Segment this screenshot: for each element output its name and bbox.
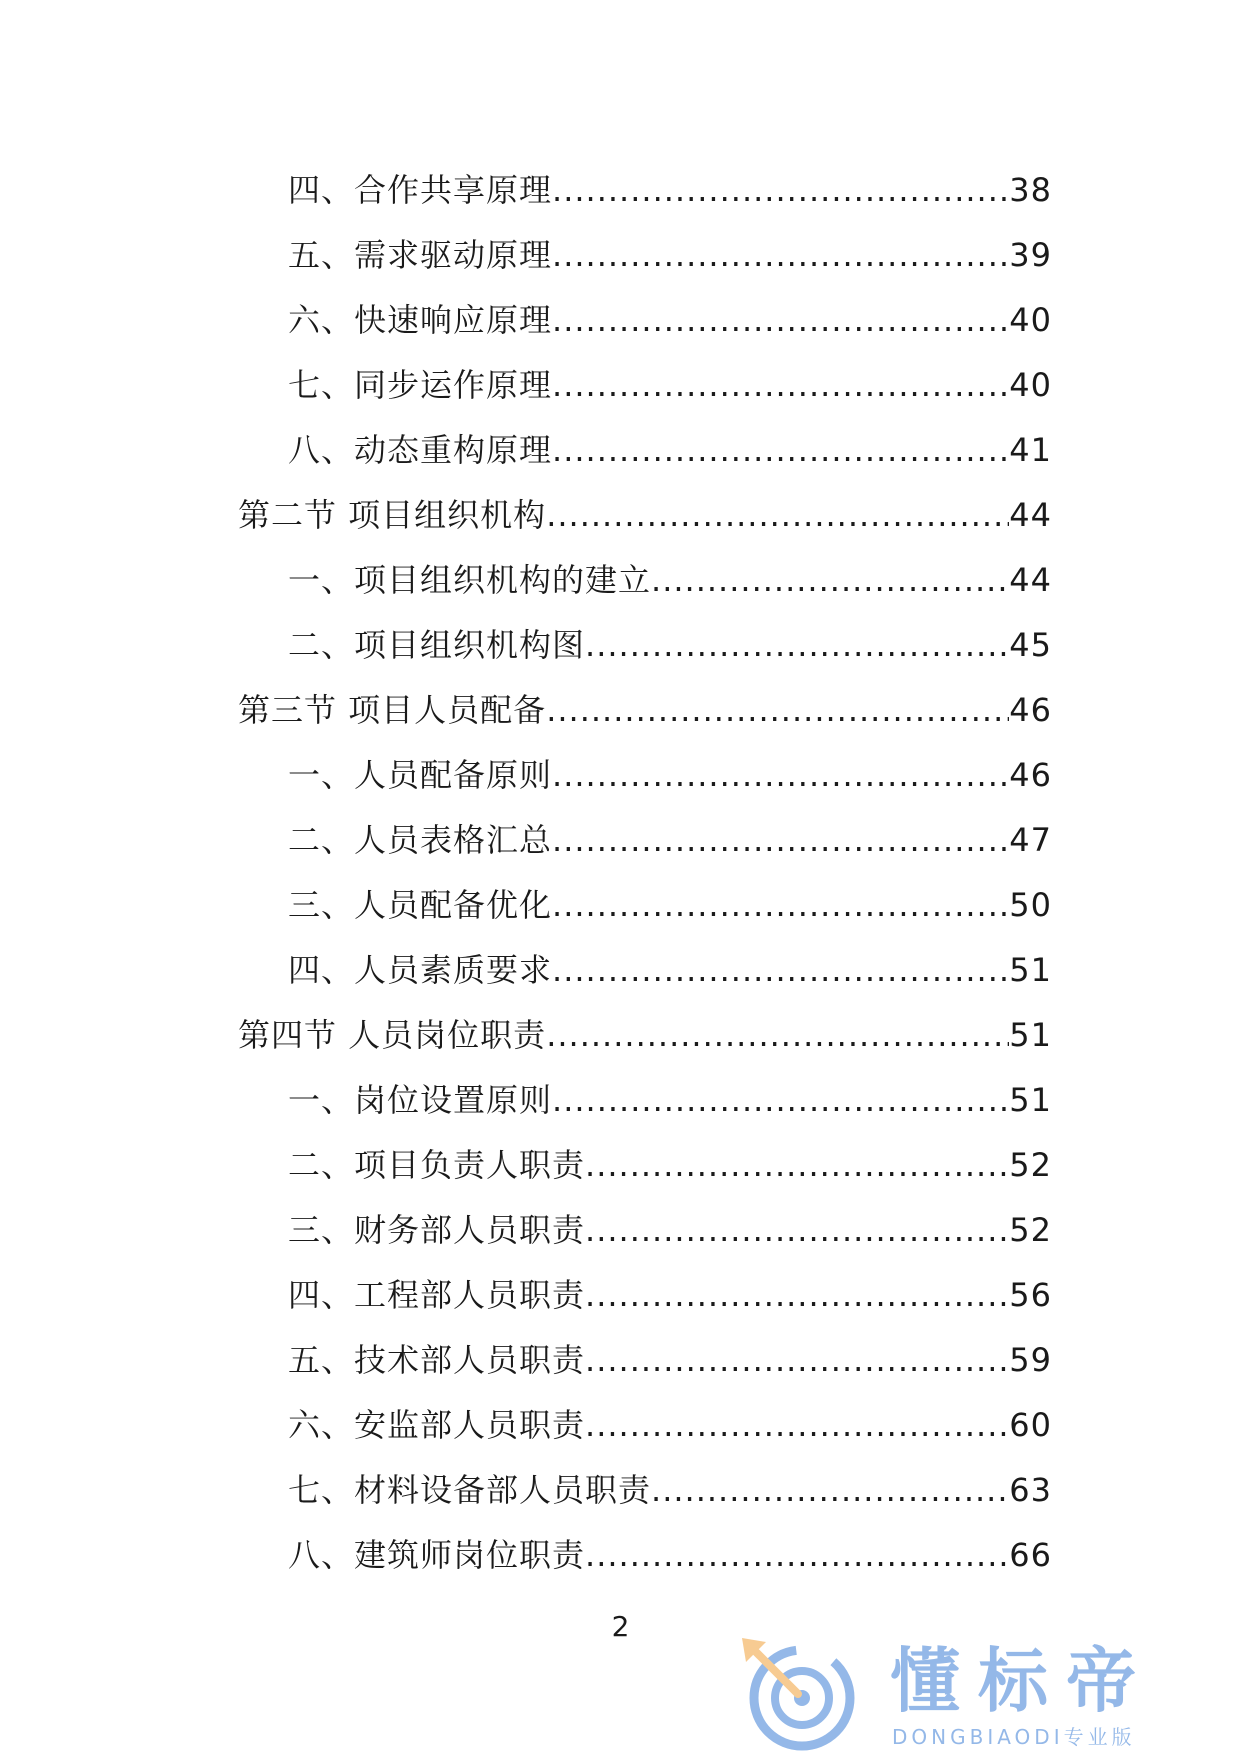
toc-entry-title: 四、合作共享原理 [288,171,553,209]
toc-dot-leader [546,678,1009,743]
toc-entry-line [288,1198,1052,1263]
toc-entry-title: 七、同步运作原理 [288,366,553,404]
toc-dot-leader [552,223,1009,288]
toc-entry-title: 八、建筑师岗位职责 [288,1536,586,1574]
toc-dot-leader [546,1003,1009,1068]
toc-entry-line [288,1133,1052,1198]
toc-subsection-entry [0,158,1241,223]
toc-entry-line [288,743,1052,808]
toc-entry-page: 40 [1009,301,1052,339]
toc-entry-line [288,1328,1052,1393]
toc-subsection-entry [0,1523,1241,1588]
toc-dot-leader [552,158,1009,223]
toc-subsection-entry [0,808,1241,873]
toc-entry-page: 40 [1009,366,1052,404]
toc-subsection-entry [0,613,1241,678]
toc-subsection-entry [0,1393,1241,1458]
toc-entry-page: 66 [1009,1536,1052,1574]
toc-entry-line [288,1263,1052,1328]
toc-dot-leader [552,938,1009,1003]
toc-subsection-entry [0,1328,1241,1393]
toc-dot-leader [585,1263,1009,1328]
toc-entry-line [238,1003,1052,1068]
toc-subsection-entry [0,548,1241,613]
toc-dot-leader [585,1198,1009,1263]
toc-entry-line [288,223,1052,288]
toc-subsection-entry [0,288,1241,353]
toc-dot-leader [585,1328,1009,1393]
toc-entry-page: 60 [1009,1406,1052,1444]
toc-entry-line [288,1068,1052,1133]
toc-dot-leader [651,548,1009,613]
toc-entry-title: 二、项目负责人职责 [288,1146,586,1184]
toc-entry-page: 56 [1009,1276,1052,1314]
toc-entry-page: 59 [1009,1341,1052,1379]
toc-entry-page: 39 [1009,236,1052,274]
toc-section-entry [0,678,1241,743]
toc-entry-title: 第三节 项目人员配备 [238,691,547,729]
toc-entry-page: 51 [1009,951,1052,989]
toc-entry-page: 51 [1009,1016,1052,1054]
toc-dot-leader [552,743,1009,808]
toc-entry-title: 一、项目组织机构的建立 [288,561,652,599]
toc-dot-leader [585,613,1009,678]
watermark-title: 懂标帝 [890,1640,1154,1722]
toc-entry-title: 六、安监部人员职责 [288,1406,586,1444]
toc-entry-line [288,1458,1052,1523]
toc-dot-leader [552,873,1009,938]
toc-entry-line [288,613,1052,678]
toc-entry-title: 七、材料设备部人员职责 [288,1471,652,1509]
toc-entry-title: 二、人员表格汇总 [288,821,553,859]
toc-subsection-entry [0,1068,1241,1133]
toc-entry-line [288,938,1052,1003]
toc-entry-line [288,158,1052,223]
toc-entry-title: 第二节 项目组织机构 [238,496,547,534]
toc-entry-page: 45 [1009,626,1052,664]
toc-entry-page: 44 [1009,496,1052,534]
toc-entry-title: 五、需求驱动原理 [288,236,553,274]
watermark-subtitle: DONGBIAODI专业版 [892,1725,1136,1749]
toc-entry-title: 第四节 人员岗位职责 [238,1016,547,1054]
toc-entry-line [288,353,1052,418]
toc-subsection-entry [0,1133,1241,1198]
toc-entry-line [288,288,1052,353]
toc-subsection-entry [0,1198,1241,1263]
toc-dot-leader [552,288,1009,353]
watermark [740,1636,1220,1754]
toc-subsection-entry [0,1458,1241,1523]
toc-dot-leader [546,483,1009,548]
toc-dot-leader [651,1458,1009,1523]
toc-entry-title: 三、人员配备优化 [288,886,553,924]
toc-entry-line [288,808,1052,873]
toc-section-entry [0,483,1241,548]
toc-entry-title: 六、快速响应原理 [288,301,553,339]
toc-entry-page: 50 [1009,886,1052,924]
toc-section-entry [0,1003,1241,1068]
target-arrow-icon [740,1636,858,1754]
toc-entry-title: 一、人员配备原则 [288,756,553,794]
toc-entry-title: 一、岗位设置原则 [288,1081,553,1119]
toc-entry-title: 三、财务部人员职责 [288,1211,586,1249]
toc-entry-page: 51 [1009,1081,1052,1119]
toc-entry-page: 41 [1009,431,1052,469]
toc-entry-page: 52 [1009,1211,1052,1249]
toc-entry-page: 47 [1009,821,1052,859]
toc-entry-line [288,1393,1052,1458]
toc-entry-line [238,483,1052,548]
toc-entry-title: 八、动态重构原理 [288,431,553,469]
toc-entry-title: 四、人员素质要求 [288,951,553,989]
toc-entry-title: 五、技术部人员职责 [288,1341,586,1379]
toc-dot-leader [585,1133,1009,1198]
toc-subsection-entry [0,938,1241,1003]
toc-entry-page: 46 [1009,691,1052,729]
table-of-contents [0,158,1241,1588]
toc-subsection-entry [0,223,1241,288]
toc-subsection-entry [0,743,1241,808]
toc-dot-leader [552,353,1009,418]
toc-entry-line [288,418,1052,483]
toc-dot-leader [585,1523,1009,1588]
toc-dot-leader [552,808,1009,873]
toc-subsection-entry [0,873,1241,938]
toc-entry-page: 44 [1009,561,1052,599]
toc-dot-leader [552,418,1009,483]
toc-entry-line [288,1523,1052,1588]
toc-entry-line [238,678,1052,743]
toc-entry-page: 52 [1009,1146,1052,1184]
toc-dot-leader [552,1068,1009,1133]
toc-entry-title: 四、工程部人员职责 [288,1276,586,1314]
toc-entry-page: 38 [1009,171,1052,209]
toc-entry-page: 63 [1009,1471,1052,1509]
toc-entry-page: 46 [1009,756,1052,794]
toc-subsection-entry [0,1263,1241,1328]
toc-dot-leader [585,1393,1009,1458]
page-number: 2 [611,1610,630,1643]
toc-subsection-entry [0,353,1241,418]
toc-entry-line [288,548,1052,613]
toc-entry-line [288,873,1052,938]
toc-entry-title: 二、项目组织机构图 [288,626,586,664]
toc-subsection-entry [0,418,1241,483]
